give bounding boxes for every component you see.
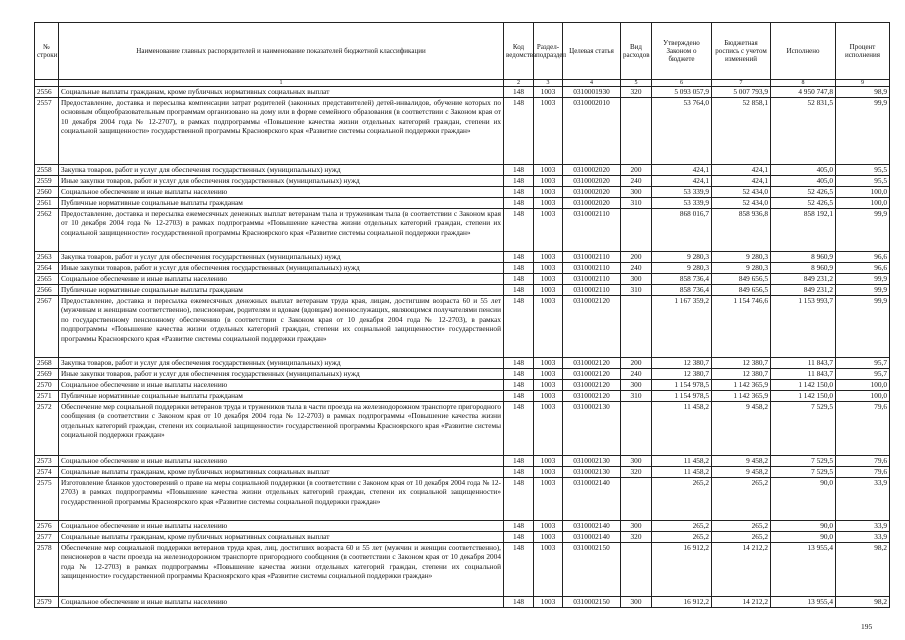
row-budget-schedule: 9 458,2 [712,467,771,478]
row-target-item: 0310002140 [563,532,621,543]
row-budget-schedule: 14 212,2 [712,543,771,597]
row-number: 2572 [35,402,59,456]
table-row [35,521,890,532]
header-name: Наименование главных распорядителей и наименование показателей бюджетной классификации [59,23,504,80]
row-target-item: 0310002110 [563,285,621,296]
row-executed: 11 843,7 [771,369,836,380]
row-number: 2558 [35,165,59,176]
table-row [35,198,890,209]
row-target-item: 0310002020 [563,165,621,176]
row-percent: 79,6 [836,456,890,467]
row-ministry-code: 148 [504,263,534,274]
row-budget-schedule: 424,1 [712,176,771,187]
table-row [35,187,890,198]
table-row [35,532,890,543]
row-name: Публичные нормативные социальные выплаты гражданам [59,391,504,402]
row-target-item: 0310002110 [563,274,621,285]
row-target-item: 0310002110 [563,209,621,252]
row-number: 2575 [35,478,59,521]
row-percent: 98,2 [836,597,890,608]
row-percent: 95,5 [836,165,890,176]
row-executed: 52 831,5 [771,98,836,165]
row-section: 1003 [534,285,563,296]
row-target-item: 0310002130 [563,402,621,456]
col-number-6: 6 [652,80,712,87]
row-percent: 95,5 [836,176,890,187]
row-name: Предоставление, доставка и пересылка компенсации затрат родителей (законных представителей) детей-инвалидов, обучение которых по основным общеобразовательным программам организовано на дому или в форме семейного образования (в соответствии с Законом края от 10 декабря 2004 года № 12-2707), в рамках подпрограммы «Повышение качества жизни отдельных категорий граждан, степени их социальной защищенности» государственной программы Красноярского края «Развитие системы социальной поддержки граждан» [59,98,504,165]
row-expense-type [621,296,652,358]
row-executed: 8 960,9 [771,263,836,274]
row-number: 2574 [35,467,59,478]
row-approved: 858 736,4 [652,285,712,296]
row-number: 2563 [35,252,59,263]
row-expense-type: 320 [621,532,652,543]
row-executed: 4 950 747,8 [771,87,836,98]
row-target-item: 0310002110 [563,252,621,263]
row-section: 1003 [534,521,563,532]
row-percent: 99,9 [836,98,890,165]
row-ministry-code: 148 [504,478,534,521]
row-ministry-code: 148 [504,521,534,532]
row-executed: 13 955,4 [771,597,836,608]
row-expense-type: 200 [621,252,652,263]
row-budget-schedule: 1 142 365,9 [712,391,771,402]
row-percent: 96,6 [836,263,890,274]
header-section: Раздел-подраздел [534,23,563,80]
row-name: Социальное обеспечение и иные выплаты населению [59,521,504,532]
row-expense-type: 200 [621,165,652,176]
row-approved: 424,1 [652,176,712,187]
row-name: Обеспечение мер социальной поддержки ветеранов труда края, лиц, достигших возраста 60 и 55 лет (мужчин и женщин соответственно), пенсионеров в части проезда на железнодорожном транспорте пригородного сообщения (в соответствии с Законом края от 10 декабря 2004 года № 12-2703) в рамках подпрограммы «Повышение качества жизни отдельных категорий граждан, степени их социальной защищенности» государственной программы Красноярского края «Развитие системы социальной поддержки граждан» [59,543,504,597]
row-ministry-code: 148 [504,358,534,369]
table-row [35,380,890,391]
row-name: Иные закупки товаров, работ и услуг для обеспечения государственных (муниципальных) нужд [59,176,504,187]
row-budget-schedule: 265,2 [712,532,771,543]
col-number-1: 1 [59,80,504,87]
col-number-2: 2 [504,80,534,87]
row-approved: 5 093 057,9 [652,87,712,98]
row-section: 1003 [534,369,563,380]
row-expense-type: 300 [621,521,652,532]
row-budget-schedule: 858 936,8 [712,209,771,252]
row-expense-type: 240 [621,263,652,274]
table-row [35,358,890,369]
row-target-item: 0310002140 [563,521,621,532]
row-expense-type [621,402,652,456]
row-number: 2568 [35,358,59,369]
row-executed: 52 426,5 [771,187,836,198]
row-name: Социальное обеспечение и иные выплаты населению [59,274,504,285]
row-budget-schedule: 52 434,0 [712,198,771,209]
row-percent: 100,0 [836,198,890,209]
header-percent: Процент исполнения [836,23,890,80]
row-section: 1003 [534,391,563,402]
row-section: 1003 [534,532,563,543]
row-name: Публичные нормативные социальные выплаты гражданам [59,285,504,296]
row-target-item: 0310002120 [563,369,621,380]
row-percent: 99,9 [836,296,890,358]
table-row [35,263,890,274]
row-number: 2579 [35,597,59,608]
row-name: Социальные выплаты гражданам, кроме публичных нормативных социальных выплат [59,532,504,543]
row-ministry-code: 148 [504,296,534,358]
row-percent: 100,0 [836,380,890,391]
row-expense-type [621,98,652,165]
table-row [35,209,890,252]
row-ministry-code: 148 [504,456,534,467]
row-executed: 90,0 [771,521,836,532]
row-name: Предоставление, доставка и пересылка ежемесячных денежных выплат ветеранам тыла и труженикам тыла (в соответствии с Законом края от 10 декабря 2004 года № 12-2703) в рамках подпрограммы «Повышение качества жизни отдельных категорий граждан, степени их социальной защищенности» государственной программы Красноярского края «Развитие системы социальной поддержки граждан» [59,209,504,252]
table-row [35,87,890,98]
row-section: 1003 [534,296,563,358]
row-executed: 90,0 [771,532,836,543]
col-number-3: 3 [534,80,563,87]
row-target-item: 0310001930 [563,87,621,98]
row-name: Публичные нормативные социальные выплаты гражданам [59,198,504,209]
row-expense-type: 300 [621,274,652,285]
row-budget-schedule: 424,1 [712,165,771,176]
row-name: Иные закупки товаров, работ и услуг для обеспечения государственных (муниципальных) нужд [59,263,504,274]
row-budget-schedule: 849 656,5 [712,274,771,285]
row-section: 1003 [534,98,563,165]
row-section: 1003 [534,543,563,597]
row-target-item: 0310002010 [563,98,621,165]
row-approved: 265,2 [652,521,712,532]
row-budget-schedule: 849 656,5 [712,285,771,296]
row-budget-schedule: 52 434,0 [712,187,771,198]
row-approved: 1 154 978,5 [652,380,712,391]
row-ministry-code: 148 [504,252,534,263]
row-budget-schedule: 1 154 746,6 [712,296,771,358]
row-ministry-code: 148 [504,87,534,98]
row-executed: 7 529,5 [771,467,836,478]
row-approved: 53 339,9 [652,187,712,198]
row-approved: 11 458,2 [652,402,712,456]
row-target-item: 0310002020 [563,176,621,187]
row-section: 1003 [534,165,563,176]
row-target-item: 0310002150 [563,543,621,597]
row-executed: 405,0 [771,165,836,176]
col-number-5: 5 [621,80,652,87]
row-executed: 90,0 [771,478,836,521]
row-executed: 7 529,5 [771,456,836,467]
row-section: 1003 [534,467,563,478]
row-section: 1003 [534,478,563,521]
row-budget-schedule: 265,2 [712,521,771,532]
row-target-item: 0310002020 [563,198,621,209]
row-expense-type [621,543,652,597]
header-row-number: № строки [35,23,59,80]
row-expense-type [621,478,652,521]
row-approved: 9 280,3 [652,263,712,274]
table-row [35,456,890,467]
row-name: Социальное обеспечение и иные выплаты населению [59,456,504,467]
row-executed: 52 426,5 [771,198,836,209]
row-percent: 33,9 [836,532,890,543]
row-percent: 100,0 [836,187,890,198]
row-name: Закупка товаров, работ и услуг для обеспечения государственных (муниципальных) нужд [59,252,504,263]
row-target-item: 0310002120 [563,296,621,358]
row-expense-type: 300 [621,597,652,608]
row-approved: 265,2 [652,532,712,543]
row-number: 2562 [35,209,59,252]
row-expense-type: 240 [621,369,652,380]
col-number-0 [35,80,59,87]
header-expense-type: Вид расходов [621,23,652,80]
row-number: 2571 [35,391,59,402]
row-budget-schedule: 9 280,3 [712,252,771,263]
row-budget-schedule: 52 858,1 [712,98,771,165]
row-section: 1003 [534,274,563,285]
col-number-8: 8 [771,80,836,87]
row-number: 2556 [35,87,59,98]
row-percent: 33,9 [836,478,890,521]
budget-report-sheet [34,22,889,608]
row-target-item: 0310002130 [563,456,621,467]
row-target-item: 0310002110 [563,263,621,274]
table-row [35,478,890,521]
row-ministry-code: 148 [504,467,534,478]
row-section: 1003 [534,380,563,391]
row-approved: 16 912,2 [652,543,712,597]
row-expense-type: 200 [621,358,652,369]
row-approved: 9 280,3 [652,252,712,263]
row-section: 1003 [534,597,563,608]
row-name: Иные закупки товаров, работ и услуг для обеспечения государственных (муниципальных) нужд [59,369,504,380]
row-budget-schedule: 9 280,3 [712,263,771,274]
col-number-7: 7 [712,80,771,87]
row-section: 1003 [534,402,563,456]
row-approved: 12 380,7 [652,358,712,369]
row-section: 1003 [534,252,563,263]
row-approved: 858 736,4 [652,274,712,285]
header-budget-schedule: Бюджетная роспись с учетом изменений [712,23,771,80]
row-expense-type: 310 [621,391,652,402]
row-number: 2573 [35,456,59,467]
row-section: 1003 [534,176,563,187]
table-row [35,274,890,285]
row-percent: 96,6 [836,252,890,263]
row-section: 1003 [534,358,563,369]
table-row [35,296,890,358]
row-ministry-code: 148 [504,380,534,391]
budget-execution-table [34,22,890,608]
row-executed: 11 843,7 [771,358,836,369]
table-row [35,176,890,187]
row-budget-schedule: 9 458,2 [712,402,771,456]
row-name: Закупка товаров, работ и услуг для обеспечения государственных (муниципальных) нужд [59,358,504,369]
row-expense-type: 300 [621,187,652,198]
row-budget-schedule: 1 142 365,9 [712,380,771,391]
row-number: 2576 [35,521,59,532]
row-executed: 849 231,2 [771,274,836,285]
row-ministry-code: 148 [504,176,534,187]
header-target-item: Целевая статья [563,23,621,80]
row-name: Социальные выплаты гражданам, кроме публичных нормативных социальных выплат [59,87,504,98]
row-approved: 53 339,9 [652,198,712,209]
row-number: 2565 [35,274,59,285]
row-budget-schedule: 12 380,7 [712,369,771,380]
row-approved: 11 458,2 [652,456,712,467]
row-name: Предоставление, доставка и пересылка ежемесячных денежных выплат ветеранам труда края, лицам, достигшим возраста 60 и 55 лет (мужчинам и женщинам соответственно), пенсионерам, родителям и вдовам (вдовцам) военнослужащих, являющимся получателями пенсии по государственному пенсионному обеспечению (в соответствии с Законом края от 10 декабря 2004 года № 12-2703), в рамках подпрограммы «Повышение качества жизни отдельных категорий граждан, степени их социальной защищенности» государственной программы Красноярского края «Развитие системы социальной поддержки граждан» [59,296,504,358]
header-executed: Исполнено [771,23,836,80]
row-target-item: 0310002130 [563,467,621,478]
row-number: 2561 [35,198,59,209]
table-row [35,467,890,478]
row-expense-type: 300 [621,380,652,391]
row-ministry-code: 148 [504,209,534,252]
table-row [35,391,890,402]
row-name: Обеспечение мер социальной поддержки ветеранов труда и тружеников тыла в части проезда на железнодорожном транспорте пригородного сообщения (в соответствии с Законом края от 10 декабря 2004 года № 12-2703) в рамках подпрограммы «Повышение качества жизни отдельных категорий граждан, степени их социальной защищенности» государственной программы Красноярского края «Развитие системы социальной поддержки граждан» [59,402,504,456]
row-section: 1003 [534,263,563,274]
row-ministry-code: 148 [504,98,534,165]
row-approved: 265,2 [652,478,712,521]
row-executed: 7 529,5 [771,402,836,456]
header-ministry-code: Код ведомства [504,23,534,80]
row-percent: 98,2 [836,543,890,597]
row-approved: 53 764,0 [652,98,712,165]
row-percent: 95,7 [836,358,890,369]
col-number-4: 4 [563,80,621,87]
row-section: 1003 [534,187,563,198]
row-ministry-code: 148 [504,597,534,608]
row-percent: 33,9 [836,521,890,532]
row-number: 2559 [35,176,59,187]
row-executed: 405,0 [771,176,836,187]
row-executed: 13 955,4 [771,543,836,597]
row-expense-type [621,209,652,252]
row-number: 2557 [35,98,59,165]
row-executed: 1 142 150,0 [771,391,836,402]
row-ministry-code: 148 [504,369,534,380]
row-ministry-code: 148 [504,274,534,285]
row-budget-schedule: 12 380,7 [712,358,771,369]
row-target-item: 0310002120 [563,358,621,369]
row-name: Изготовление бланков удостоверений о праве на меры социальной поддержки (в соответствии с Законом края от 10 декабря 2004 года № 12-2703) в рамках подпрограммы «Повышение качества жизни отдельных категорий граждан, степени их социальной защищенности» государственной программы Красноярского края «Развитие системы социальной поддержки граждан» [59,478,504,521]
row-executed: 8 960,9 [771,252,836,263]
row-expense-type: 300 [621,456,652,467]
row-percent: 99,9 [836,274,890,285]
row-approved: 1 167 359,2 [652,296,712,358]
row-section: 1003 [534,209,563,252]
table-body [35,87,890,608]
row-number: 2577 [35,532,59,543]
row-ministry-code: 148 [504,165,534,176]
table-row [35,165,890,176]
row-percent: 79,6 [836,402,890,456]
row-ministry-code: 148 [504,402,534,456]
row-expense-type: 320 [621,467,652,478]
row-ministry-code: 148 [504,187,534,198]
row-approved: 1 154 978,5 [652,391,712,402]
row-percent: 99,9 [836,209,890,252]
row-executed: 1 142 150,0 [771,380,836,391]
row-approved: 868 016,7 [652,209,712,252]
col-number-9: 9 [836,80,890,87]
row-executed: 849 231,2 [771,285,836,296]
row-name: Закупка товаров, работ и услуг для обеспечения государственных (муниципальных) нужд [59,165,504,176]
table-header [35,23,890,87]
row-expense-type: 310 [621,198,652,209]
row-target-item: 0310002150 [563,597,621,608]
row-name: Социальные выплаты гражданам, кроме публичных нормативных социальных выплат [59,467,504,478]
row-expense-type: 240 [621,176,652,187]
row-expense-type: 320 [621,87,652,98]
row-number: 2564 [35,263,59,274]
row-number: 2569 [35,369,59,380]
row-number: 2560 [35,187,59,198]
table-row [35,98,890,165]
header-approved: Утверждено Законом о бюджете [652,23,712,80]
row-budget-schedule: 9 458,2 [712,456,771,467]
row-approved: 424,1 [652,165,712,176]
row-approved: 16 912,2 [652,597,712,608]
row-name: Социальное обеспечение и иные выплаты населению [59,380,504,391]
row-percent: 100,0 [836,391,890,402]
row-ministry-code: 148 [504,543,534,597]
row-budget-schedule: 265,2 [712,478,771,521]
row-percent: 98,9 [836,87,890,98]
row-ministry-code: 148 [504,391,534,402]
row-target-item: 0310002020 [563,187,621,198]
row-number: 2566 [35,285,59,296]
row-ministry-code: 148 [504,285,534,296]
table-row [35,402,890,456]
row-expense-type: 310 [621,285,652,296]
row-executed: 858 192,1 [771,209,836,252]
row-target-item: 0310002120 [563,391,621,402]
table-row [35,597,890,608]
table-row [35,369,890,380]
row-budget-schedule: 5 007 793,9 [712,87,771,98]
row-budget-schedule: 14 212,2 [712,597,771,608]
row-number: 2578 [35,543,59,597]
row-percent: 79,6 [836,467,890,478]
row-name: Социальное обеспечение и иные выплаты населению [59,597,504,608]
row-target-item: 0310002140 [563,478,621,521]
row-approved: 11 458,2 [652,467,712,478]
row-section: 1003 [534,456,563,467]
row-ministry-code: 148 [504,532,534,543]
table-row [35,285,890,296]
page-number: 195 [861,622,873,631]
row-percent: 99,9 [836,285,890,296]
table-row [35,252,890,263]
row-percent: 95,7 [836,369,890,380]
row-section: 1003 [534,198,563,209]
row-target-item: 0310002120 [563,380,621,391]
row-executed: 1 153 993,7 [771,296,836,358]
row-number: 2570 [35,380,59,391]
row-name: Социальное обеспечение и иные выплаты населению [59,187,504,198]
row-number: 2567 [35,296,59,358]
table-row [35,543,890,597]
row-section: 1003 [534,87,563,98]
row-ministry-code: 148 [504,198,534,209]
row-approved: 12 380,7 [652,369,712,380]
